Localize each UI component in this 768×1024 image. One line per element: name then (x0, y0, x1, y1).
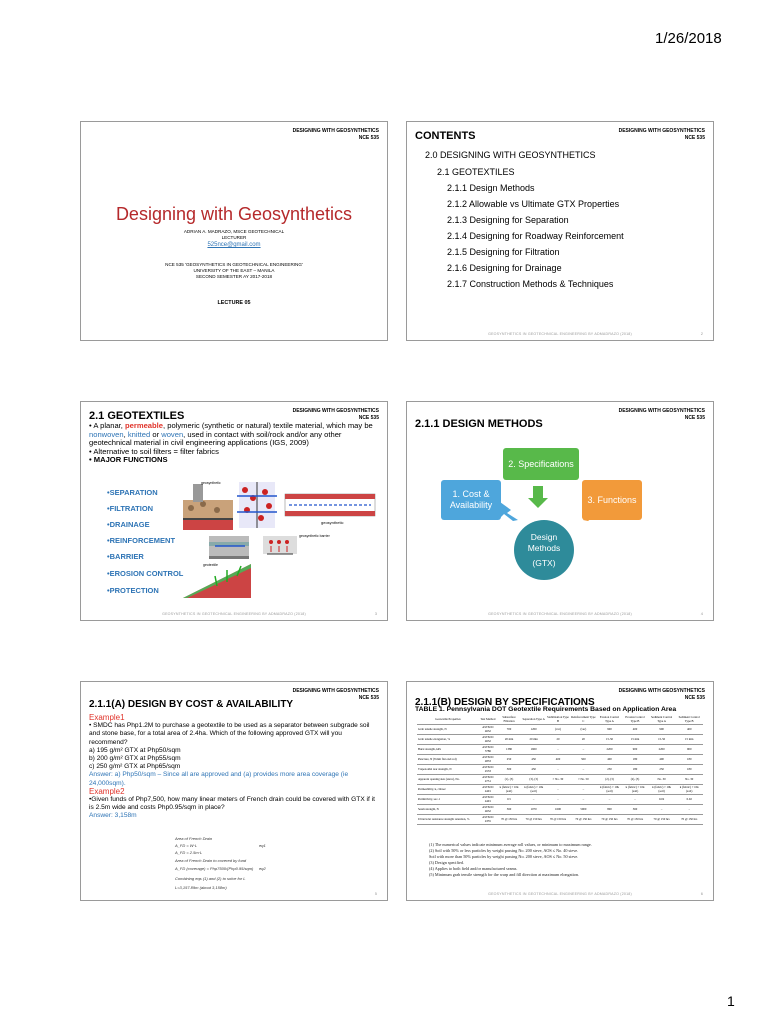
column-header: Sediment Control Type A (648, 715, 676, 725)
table-cell: k (fabric) > 10k (soil) (497, 785, 522, 795)
table-cell: 900 (622, 745, 648, 755)
table-cell: 70 @ 150 hrs (622, 815, 648, 825)
example1-label: Example1 (89, 713, 125, 722)
contents-item: 2.1.5 Designing for Filtration (447, 247, 560, 257)
filtration-figure (237, 482, 277, 528)
table-cell: 900 (675, 745, 703, 755)
table-cell: 0.02 (675, 795, 703, 805)
table-cell: k (fabric) > 10k (soil) (597, 785, 623, 795)
column-header: Erosion Control Type B (622, 715, 648, 725)
table-cell: 400 (675, 725, 703, 735)
lecture-number: LECTURE 05 (217, 300, 251, 306)
table-cell: 900 (597, 725, 623, 735)
table-cell: > No. 30 (546, 775, 570, 785)
table-cell: k (fabric) > 10k (soil) (675, 785, 703, 795)
slide-number: 5 (374, 891, 377, 896)
page-number: 1 (727, 993, 735, 1009)
table-cell: (var) (546, 725, 570, 735)
contents-item: 2.1.7 Construction Methods & Techniques (447, 279, 614, 289)
example1-text: • SMDC has Php1.2M to purchase a geotextile to be used as a separator between subgrade soil and stone base, for a total area of 2.4ha. Which of the following approved GTX will you recommend? (89, 722, 370, 746)
function-erosion-control: •EROSION CONTROL (107, 569, 184, 578)
table-header-row (417, 715, 703, 725)
definition-text: • A planar, permeable, polymeric (synthetic or natural) textile material, which may be nonwoven, knitted or woven, used in contact with soil/rock and/or any other geotechnical material in civil engineering applications (IGS, 2009) • Alternative to soil filters = filter fabrics • MAJOR FUNCTIONS (89, 421, 373, 465)
table-cell: – (546, 785, 570, 795)
table-row (417, 805, 703, 815)
table-cell: 5000 (570, 805, 597, 815)
slide-title: 2.1.1 DESIGN METHODS (415, 418, 543, 430)
table-row (417, 755, 703, 765)
column-header: Test Method (479, 715, 497, 725)
table-cell: 15-50 (648, 735, 676, 745)
table-cell: ASTM D 3786 (479, 745, 497, 755)
table-cell: ASTM D 4491 (479, 795, 497, 805)
table-cell: > No. 50 (570, 775, 597, 785)
geotextile-label: geotextile (203, 563, 218, 567)
table-cell: 70 @ 150 hrs (675, 815, 703, 825)
table-cell: 70 @ 150 hrs (597, 815, 623, 825)
table-cell: 20 (570, 735, 597, 745)
table-cell: Trapezoidal tear strength, N (417, 765, 479, 775)
table-cell: 450 (521, 755, 546, 765)
column-header: Sediment Control Type B (675, 715, 703, 725)
slide-5 (80, 681, 388, 901)
geosynthetic-barrier-label: geosynthetic barrier (299, 534, 330, 538)
table-cell: 1200 (521, 725, 546, 735)
function-filtration: •FILTRATION (107, 504, 154, 513)
slide-header: DESIGNING WITH GEOSYNTHETICS NCE 535 (618, 128, 705, 141)
table-cell: Permeability, k, cm/sec (417, 785, 479, 795)
table-cell: k (fabric) > 10k (soil) (521, 785, 546, 795)
table-cell: – (521, 795, 546, 805)
table-cell: 250 (648, 765, 676, 775)
option-b: b) 200 g/m² GTX at Php55/sqm (89, 755, 181, 763)
table-cell: (2), (3) (622, 775, 648, 785)
table-cell: 500 (570, 755, 597, 765)
table-row (417, 775, 703, 785)
calc-line: Combining eqs (1) and (2) to solve for L (175, 876, 246, 881)
eq2-label: eq2 (259, 866, 266, 871)
table-row (417, 765, 703, 775)
slide-number: 6 (700, 891, 703, 896)
table-row (417, 745, 703, 755)
table-cell: 20 (546, 735, 570, 745)
table-cell: – (546, 745, 570, 755)
column-header: Stabilization Type B (547, 715, 569, 723)
table-cell: Apparent opening size (sieve), No. (417, 775, 479, 785)
function-barrier: •BARRIER (107, 552, 144, 561)
slide-footer: GEOSYNTHETICS IN GEOTECHNICAL ENGINEERING BY ADMADRAZO (2018) (488, 332, 632, 336)
calc-line: Area of French Drain to covered by fund (175, 858, 247, 863)
example1 (89, 714, 379, 821)
table-cell: 1600 (521, 745, 546, 755)
table-cell: 560 (497, 805, 522, 815)
table-row (417, 725, 703, 735)
slide-header: DESIGNING WITH GEOSYNTHETICS NCE 535 (618, 408, 705, 421)
slide-footer: GEOSYNTHETICS IN GEOTECHNICAL ENGINEERING BY ADMADRAZO (2018) (162, 612, 306, 616)
table-cell: No. 30 (675, 775, 703, 785)
slide-4 (406, 401, 714, 621)
table-cell: k (fabric) > 10k (soil) (648, 785, 676, 795)
email-link[interactable]: 525nce@gmail.com (207, 242, 261, 248)
table-cell: k (fabric) > 10k (soil) (622, 785, 648, 795)
slide-title: CONTENTS (415, 130, 476, 142)
column-header: Subsurface Filtration (497, 715, 522, 725)
reinforcement-figure (209, 536, 249, 559)
contents-item: 2.1.3 Designing for Separation (447, 215, 569, 225)
table-notes: (1) The numerical values indicate minimum average roll values, or minimum to maximum range. (2) Soil with 50% or less particles by weight passing No. 200 sieve, AOS ≤ No. 40 sieve. Soil with more than 50% particles by weight passing No. 200 sieve, AOS ≤ No. 50 sieve. (3) Design specified. (4) Applies to both field and/or manufactured seams. (5) Minimum grab tensile strength for the warp and fill direction at maximum elongation. (429, 842, 592, 877)
slide-header: DESIGNING WITH GEOSYNTHETICS NCE 535 (292, 408, 379, 421)
functions-box: 3. Functions (582, 480, 642, 520)
slide-number: 3 (374, 611, 377, 616)
table-cell: 70 @ 150 hrs (497, 815, 522, 825)
function-reinforcement: •REINFORCEMENT (107, 536, 176, 545)
calc-line: L=3,157.89m (about 3,158m) (175, 885, 227, 890)
table-cell: 180 (675, 765, 703, 775)
slide-title: 2.1.1(B) DESIGN BY SPECIFICATIONS (415, 697, 595, 708)
contents-item: 2.1.6 Designing for Drainage (447, 263, 562, 273)
example2-label: Example2 (89, 786, 125, 796)
author-role: LECTURER (221, 235, 247, 240)
geosynthetic-label: geosynthetic (321, 520, 344, 525)
erosion-control-figure (183, 564, 251, 598)
table-cell: (2), (3) (597, 775, 623, 785)
table-cell: 400 (622, 725, 648, 735)
table-cell: ASTM D 4355 (479, 815, 497, 825)
table-cell: – (648, 805, 676, 815)
table-cell: 250 (497, 755, 522, 765)
table-cell: 70 @ 150 hrs (648, 815, 676, 825)
column-header: Reinforcement Type C (571, 715, 596, 723)
slide-number: 4 (700, 611, 703, 616)
table-cell: – (570, 795, 597, 805)
table-cell: 800 (597, 805, 623, 815)
table-cell: – (546, 765, 570, 775)
table-cell: Burst strength, kPa (417, 745, 479, 755)
slide-header: DESIGNING WITH GEOSYNTHETICS NCE 535 (292, 688, 379, 701)
table-cell: 15-50 (597, 735, 623, 745)
slide-3 (80, 401, 388, 621)
slide-1 (80, 121, 388, 341)
table-cell: 20 min (497, 735, 522, 745)
table-cell: 20 min (521, 735, 546, 745)
slide-2 (406, 121, 714, 341)
table-row (417, 815, 703, 825)
table-cell: ASTM D 4491 (479, 785, 497, 795)
example2-text: •Given funds of Php7,500, how many linear meters of French drain could be covered with GTX if it is 2.5m wide and costs Php0.95/sqm in place? (89, 796, 375, 812)
table-cell: 0.5 (497, 795, 522, 805)
table-cell: No. 30 (648, 775, 676, 785)
table-cell: 2200 (597, 745, 623, 755)
function-separation: •SEPARATION (107, 488, 158, 497)
table-cell: (var) (570, 725, 597, 735)
table-cell: ASTM D 4632 (479, 735, 497, 745)
table-cell: 400 (597, 755, 623, 765)
table-cell: – (597, 795, 623, 805)
calc-line: Area of French Drain (175, 836, 213, 841)
author-name: ADRIAN A. MADRAZO, MSCE GEOTECHNICAL (183, 229, 285, 234)
table-cell: 1600 (546, 805, 570, 815)
table-cell: 70 @ 150 hrs (521, 815, 546, 825)
table-cell: ASTM D 4533 (479, 765, 497, 775)
table-cell: 360 (622, 805, 648, 815)
table-cell: ASTM D 4751 (479, 775, 497, 785)
table-cell: 70 @ 150 hrs (570, 815, 597, 825)
option-c: c) 250 g/m² GTX at Php65/sqm (89, 763, 181, 771)
slide-number: 2 (700, 331, 703, 336)
table-row (417, 735, 703, 745)
table-caption: TABLE 1. Pennsylvania DOT Geotextile Requirements Based on Application Area (415, 706, 677, 713)
slide-header: DESIGNING WITH GEOSYNTHETICS NCE 535 (618, 688, 705, 701)
example1-answer: Answer: a) Php50/sqm – Since all are approved and (a) provides more area coverage (ie 24,000sqm). (89, 771, 349, 787)
table-cell: ASTM D 4632 (479, 805, 497, 815)
function-protection: •PROTECTION (107, 586, 159, 595)
table-cell: – (570, 765, 597, 775)
table-cell: 2200 (648, 745, 676, 755)
course-name: NCE 535 'GEOSYNTHETICS IN GEOTECHNICAL ENGINEERING' (165, 262, 303, 267)
option-a: a) 195 g/m² GTX at Php50/sqm (89, 746, 181, 754)
slide-6 (406, 681, 714, 901)
drainage-figure (285, 494, 375, 516)
table-cell: 70 @ 150 hrs (546, 815, 570, 825)
table-cell: 1070 (521, 805, 546, 815)
geosynthetic-label-1: geosynthetic (201, 481, 221, 485)
design-methods-center: Design Methods (GTX) (527, 531, 561, 568)
table-cell: – (675, 805, 703, 815)
example2-answer: Answer: 3,158m (89, 812, 137, 820)
table-row (417, 795, 703, 805)
table-cell: Permittivity, sec-1 (417, 795, 479, 805)
slide-title: Designing with Geosynthetics (115, 204, 353, 224)
table-cell: 250 (597, 765, 623, 775)
table-cell: 400 (546, 755, 570, 765)
table-cell: 180 (622, 755, 648, 765)
function-drainage: •DRAINAGE (107, 520, 150, 529)
table-cell: 15 min (622, 735, 648, 745)
table-cell: 0.02 (648, 795, 676, 805)
calc-line: A_FD (coverage) = Php7500/(Php0.95/sqm) (175, 866, 254, 871)
table-cell: 180 (675, 755, 703, 765)
school-name: UNIVERSITY OF THE EAST – MANILA (193, 268, 275, 273)
calc-line: A_FD = 2.5m·L (175, 850, 203, 855)
table-cell: – (570, 745, 597, 755)
table-cell: ASTM D 4833 (479, 755, 497, 765)
table-cell: 700 (497, 725, 522, 735)
slide-header: DESIGNING WITH GEOSYNTHETICS NCE 535 (292, 128, 379, 141)
table-cell: 180 (622, 765, 648, 775)
table-cell: Grab tensile strength, N (417, 725, 479, 735)
table-row (417, 785, 703, 795)
arrow-right (500, 502, 518, 521)
column-header: Separation Type A (521, 715, 546, 725)
table-cell: (1), (3) (497, 775, 522, 785)
table-cell: Seam strength, N (417, 805, 479, 815)
contents-item: 2.1.4 Designing for Roadway Reinforcement (447, 231, 624, 241)
column-header: Geotextile Properties (417, 715, 479, 725)
slide-footer: GEOSYNTHETICS IN GEOTECHNICAL ENGINEERING BY ADMADRAZO (2018) (488, 892, 632, 896)
slide-footer: GEOSYNTHETICS IN GEOTECHNICAL ENGINEERING BY ADMADRAZO (2018) (488, 612, 632, 616)
table-cell: ASTM D 4632 (479, 725, 497, 735)
calc-line: A_FD = W·L (175, 843, 198, 848)
contents-item: 2.1 GEOTEXTILES (437, 167, 515, 177)
geotextile-requirements-table (417, 715, 703, 825)
table-cell: Grab tensile elongation, % (417, 735, 479, 745)
table-cell: 900 (648, 725, 676, 735)
slide-title: 2.1.1(A) DESIGN BY COST & AVAILABILITY (89, 699, 294, 710)
barrier-figure (263, 536, 297, 554)
table-cell: – (570, 785, 597, 795)
cost-availability-box: 1. Cost & Availability (441, 480, 501, 520)
table-cell: – (622, 795, 648, 805)
contents-item: 2.1.1 Design Methods (447, 183, 535, 193)
table-cell: 450 (521, 765, 546, 775)
specifications-box: 2. Specifications (503, 448, 579, 480)
geotextile-functions-illustration (181, 480, 381, 600)
column-header: Erosion Control Type A (597, 715, 623, 725)
table-cell: (3), (3) (521, 775, 546, 785)
table-cell: 1380 (497, 745, 522, 755)
table-cell: Puncture, N (8 mm flat end rod) (417, 755, 479, 765)
eq1-label: eq1 (259, 843, 266, 848)
table-cell: Ultraviolet resistance strength retention, % (417, 815, 479, 825)
slide-title: 2.1 GEOTEXTILES (89, 410, 185, 422)
table-cell: – (546, 795, 570, 805)
contents-item: 2.0 DESIGNING WITH GEOSYNTHETICS (425, 150, 596, 160)
semester: SECOND SEMESTER AY 2017-2018 (195, 274, 273, 279)
table-cell: 400 (648, 755, 676, 765)
contents-item: 2.1.2 Allowable vs Ultimate GTX Properties (447, 199, 620, 209)
separation-figure (183, 484, 233, 530)
arrow-down (528, 486, 548, 508)
page-date: 1/26/2018 (655, 30, 722, 47)
table-cell: 300 (497, 765, 522, 775)
table-cell: 15 min (675, 735, 703, 745)
